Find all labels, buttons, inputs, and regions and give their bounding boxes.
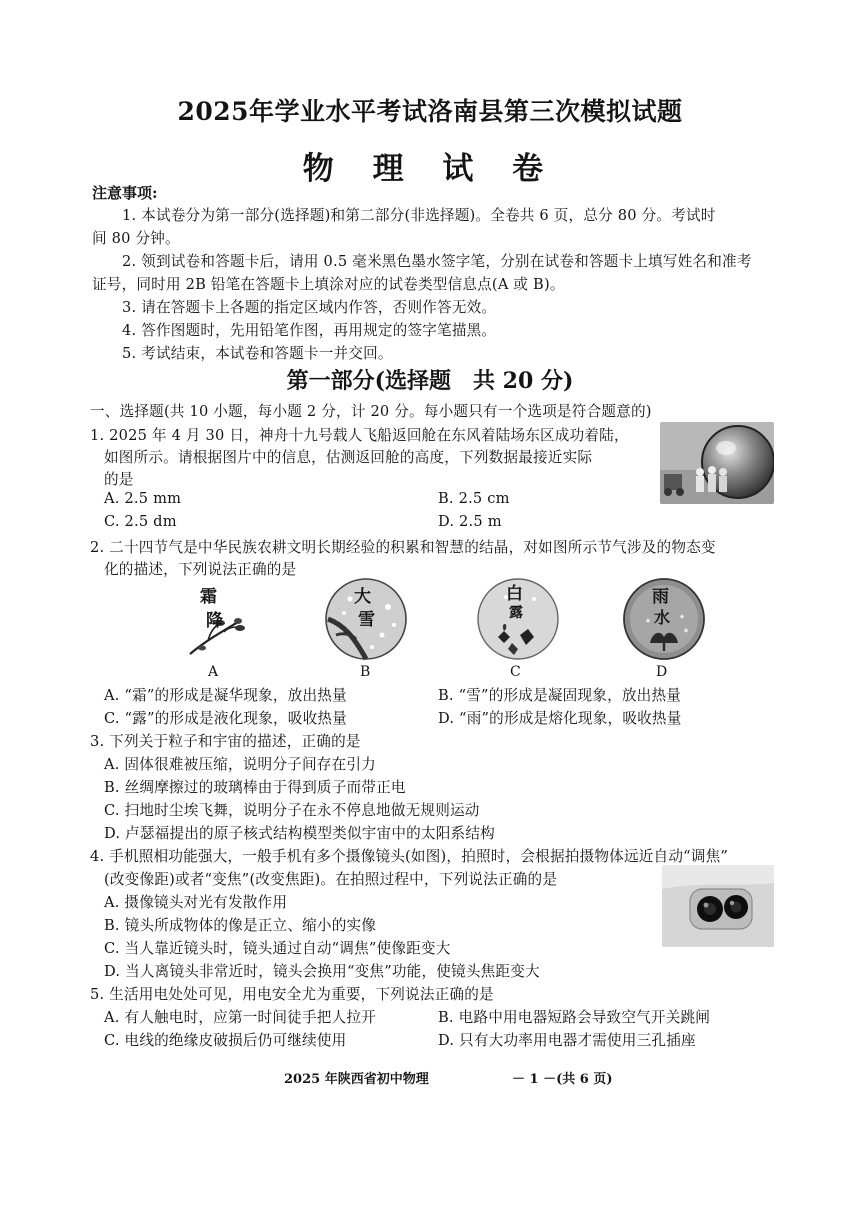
notice-line: 间 80 分钟。: [92, 230, 180, 247]
q5-option-c: C. 电线的绝缘皮破损后仍可继续使用: [104, 1032, 347, 1049]
q4-option-d: D. 当人离镜头非常近时，镜头会换用“变焦”功能，使镜头焦距变大: [104, 963, 540, 980]
q1-stem: 的是: [104, 471, 134, 488]
q3-option-b: B. 丝绸摩擦过的玻璃棒由于得到质子而带正电: [104, 779, 406, 796]
notice-line: 1. 本试卷分为第一部分(选择题)和第二部分(非选择题)。全卷共 6 页，总分 80 分。考试时: [122, 207, 716, 224]
q1-option-c: C. 2.5 dm: [104, 513, 177, 530]
q5-option-a: A. 有人触电时，应第一时间徒手把人拉开: [104, 1009, 376, 1026]
season-figure-b-label: B: [360, 664, 371, 680]
notice-line: 2. 领到试卷和答题卡后，请用 0.5 毫米黑色墨水签字笔，分别在试卷和答题卡上填写姓名和准考: [122, 253, 752, 270]
q2-stem: 2. 二十四节气是中华民族农耕文明长期经验的积累和智慧的结晶，对如图所示节气涉及的物态变: [90, 539, 716, 556]
notice-line: 4. 答作图题时，先用铅笔作图，再用规定的签字笔描黑。: [122, 322, 497, 339]
q4-option-c: C. 当人靠近镜头时，镜头通过自动“调焦”使像距变大: [104, 940, 451, 957]
q3-stem: 3. 下列关于粒子和宇宙的描述，正确的是: [90, 733, 361, 750]
season-figure-d-char1: 雨: [652, 587, 669, 607]
q1-stem: 1. 2025 年 4 月 30 日，神舟十九号载人飞船返回舱在东风着陆场东区成功着陆，: [90, 427, 629, 444]
q1-option-d: D. 2.5 m: [438, 513, 502, 530]
notice-line: 5. 考试结束，本试卷和答题卡一并交回。: [122, 345, 393, 362]
subject-title: 物 理 试 卷: [302, 151, 558, 187]
page-title: 2025年学业水平考试洛南县第三次模拟试题: [177, 97, 683, 126]
q5-option-d: D. 只有大功率用电器才需使用三孔插座: [438, 1032, 696, 1049]
season-figure-a-char2: 降: [206, 611, 223, 631]
q2-option-a: A. “霜”的形成是凝华现象，放出热量: [104, 687, 347, 704]
q4-option-b: B. 镜头所成物体的像是正立、缩小的实像: [104, 917, 377, 934]
season-figure-d-label: D: [656, 664, 668, 680]
notice-line: 证号，同时用 2B 铅笔在答题卡上填涂对应的试卷类型信息点(A 或 B)。: [92, 276, 565, 293]
phone-camera-photo: [662, 865, 774, 947]
season-figure-a-char1: 霜: [200, 587, 217, 607]
season-figure-a-label: A: [208, 664, 219, 680]
season-figure-c-char1: 白: [506, 584, 523, 604]
q1-option-a: A. 2.5 mm: [104, 490, 182, 507]
footer-page-number: － 1 －(共 6 页): [512, 1072, 613, 1087]
season-figure-d-char2: 水: [654, 608, 671, 627]
footer-exam-name: 2025 年陕西省初中物理: [284, 1072, 429, 1087]
q1-stem: 如图所示。请根据图片中的信息，估测返回舱的高度，下列数据最接近实际: [104, 449, 593, 466]
part1-title: 第一部分(选择题 共 20 分): [286, 368, 574, 394]
q2-stem: 化的描述，下列说法正确的是: [104, 561, 297, 578]
q3-option-a: A. 固体很难被压缩，说明分子间存在引力: [104, 756, 376, 773]
q2-option-b: B. “雪”的形成是凝固现象，放出热量: [438, 687, 682, 704]
capsule-photo: [660, 422, 774, 504]
part1-instruction: 一、选择题(共 10 小题，每小题 2 分，计 20 分。每小题只有一个选项是符合题意的): [90, 403, 652, 420]
season-figure-c-char2: 露: [509, 605, 523, 621]
q2-option-c: C. “露”的形成是液化现象，吸收热量: [104, 710, 347, 727]
q4-stem: (改变像距)或者“变焦”(改变焦距)。在拍照过程中，下列说法正确的是: [104, 871, 558, 888]
q4-stem: 4. 手机照相功能强大，一般手机有多个摄像镜头(如图)，拍照时，会根据拍摄物体远近自动“调焦”: [90, 848, 729, 865]
q3-option-c: C. 扫地时尘埃飞舞，说明分子在永不停息地做无规则运动: [104, 802, 480, 819]
q2-option-d: D. “雨”的形成是熔化现象，吸收热量: [438, 710, 682, 727]
season-figure-c-label: C: [510, 664, 521, 680]
q3-option-d: D. 卢瑟福提出的原子核式结构模型类似宇宙中的太阳系结构: [104, 825, 495, 842]
q5-option-b: B. 电路中用电器短路会导致空气开关跳闸: [438, 1009, 711, 1026]
q4-option-a: A. 摄像镜头对光有发散作用: [104, 894, 288, 911]
q5-stem: 5. 生活用电处处可见，用电安全尤为重要，下列说法正确的是: [90, 986, 494, 1003]
q1-option-b: B. 2.5 cm: [438, 490, 510, 507]
season-figure-b-char1: 大: [354, 587, 371, 607]
season-figure-b-char2: 雪: [358, 610, 375, 630]
notice-line: 3. 请在答题卡上各题的指定区域内作答，否则作答无效。: [122, 299, 497, 316]
notice-heading: 注意事项:: [92, 184, 158, 202]
